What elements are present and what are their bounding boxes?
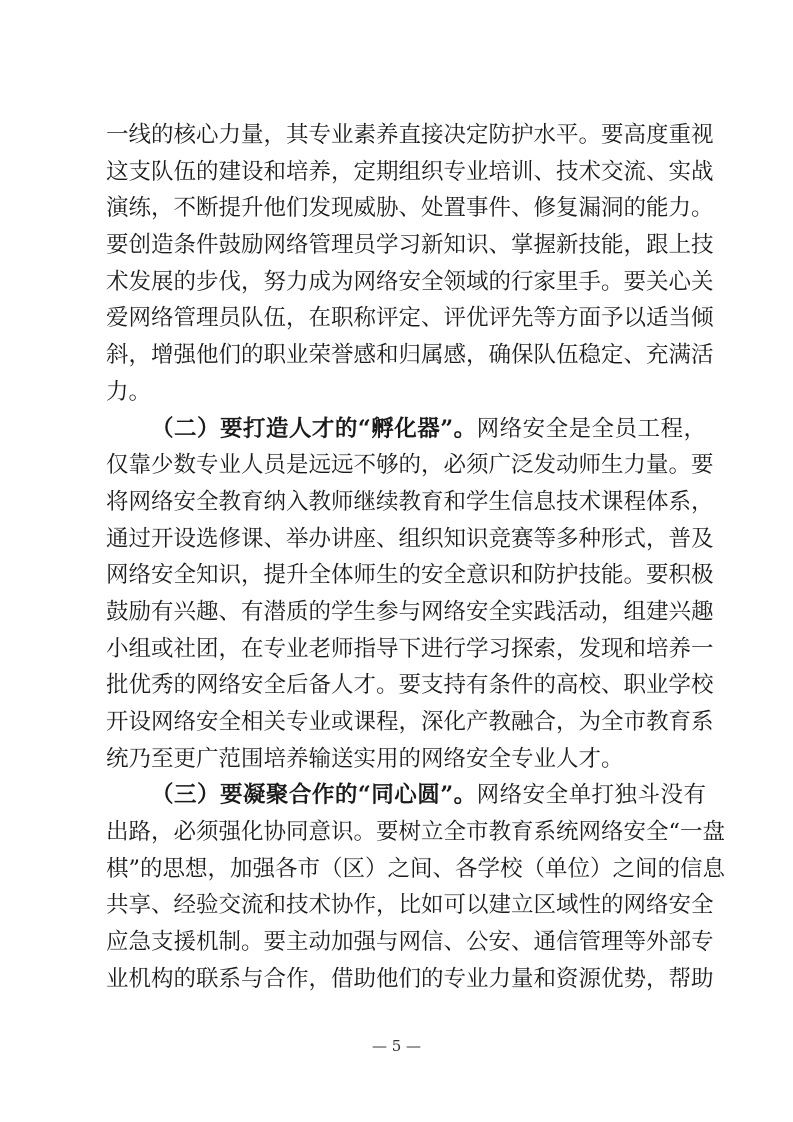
section-heading: （三）要凝聚合作的“同心圆”。: [151, 782, 477, 809]
text-span: 网络安全是全员工程，: [476, 415, 706, 442]
text-line: 应急支援机制。要主动加强与网信、公安、通信管理等外部专: [106, 929, 714, 956]
text-line: 鼓励有兴趣、有潜质的学生参与网络安全实践活动，组建兴趣: [106, 598, 714, 625]
text-line: 演练，不断提升他们发现威胁、处置事件、修复漏洞的能力。: [106, 195, 714, 222]
text-line: 这支队伍的建设和培养，定期组织专业培训、技术交流、实战: [106, 158, 714, 185]
text-line: 棋”的思想，加强各市（区）之间、各学校（单位）之间的信息: [106, 855, 726, 882]
text-line: 通过开设选修课、举办讲座、组织知识竞赛等多种形式，普及: [106, 525, 714, 552]
text-line: 小组或社团，在专业老师指导下进行学习探索，发现和培养一: [106, 635, 714, 662]
text-line: 统乃至更广范围培养输送实用的网络安全专业人才。: [106, 745, 624, 772]
text-line: [106, 777, 706, 814]
text-line: [106, 411, 706, 448]
text-line: 共享、经验交流和技术协作，比如可以建立区域性的网络安全: [106, 892, 714, 919]
text-line: 斜，增强他们的职业荣誉感和归属感，确保队伍稳定、充满活: [106, 342, 714, 369]
text-line: 术发展的步伐，努力成为网络安全领域的行家里手。要关心关: [106, 268, 714, 295]
text-line: 开设网络安全相关专业或课程，深化产教融合，为全市教育系: [106, 709, 714, 735]
text-line: 要创造条件鼓励网络管理员学习新知识、掌握新技能，跟上技: [106, 232, 714, 259]
page-number: — 5 —: [371, 1037, 422, 1055]
text-span: 网络安全单打独斗没有: [476, 782, 706, 809]
text-line: 仅靠少数专业人员是远远不够的，必须广泛发动师生力量。要: [106, 452, 714, 479]
text-line: 一线的核心力量，其专业素养直接决定防护水平。要高度重视: [106, 122, 714, 148]
body-text: [106, 117, 726, 998]
text-line: 网络安全知识，提升全体师生的安全意识和防护技能。要积极: [106, 562, 714, 589]
text-line: 力。: [106, 378, 152, 405]
paragraph-3: [106, 777, 726, 997]
section-heading: （二）要打造人才的“孵化器”。: [151, 415, 477, 442]
text-line: 批优秀的网络安全后备人才。要支持有条件的高校、职业学校: [106, 672, 714, 699]
text-line: 业机构的联系与合作，借助他们的专业力量和资源优势，帮助: [106, 965, 714, 992]
paragraph-1: [106, 117, 714, 411]
text-line: 出路，必须强化协同意识。要树立全市教育系统网络安全“一盘: [106, 819, 726, 846]
text-line: 爱网络管理员队伍，在职称评定、评优评先等方面予以适当倾: [106, 305, 714, 332]
text-line: 将网络安全教育纳入教师继续教育和学生信息技术课程体系，: [106, 488, 714, 515]
paragraph-2: [106, 411, 714, 778]
